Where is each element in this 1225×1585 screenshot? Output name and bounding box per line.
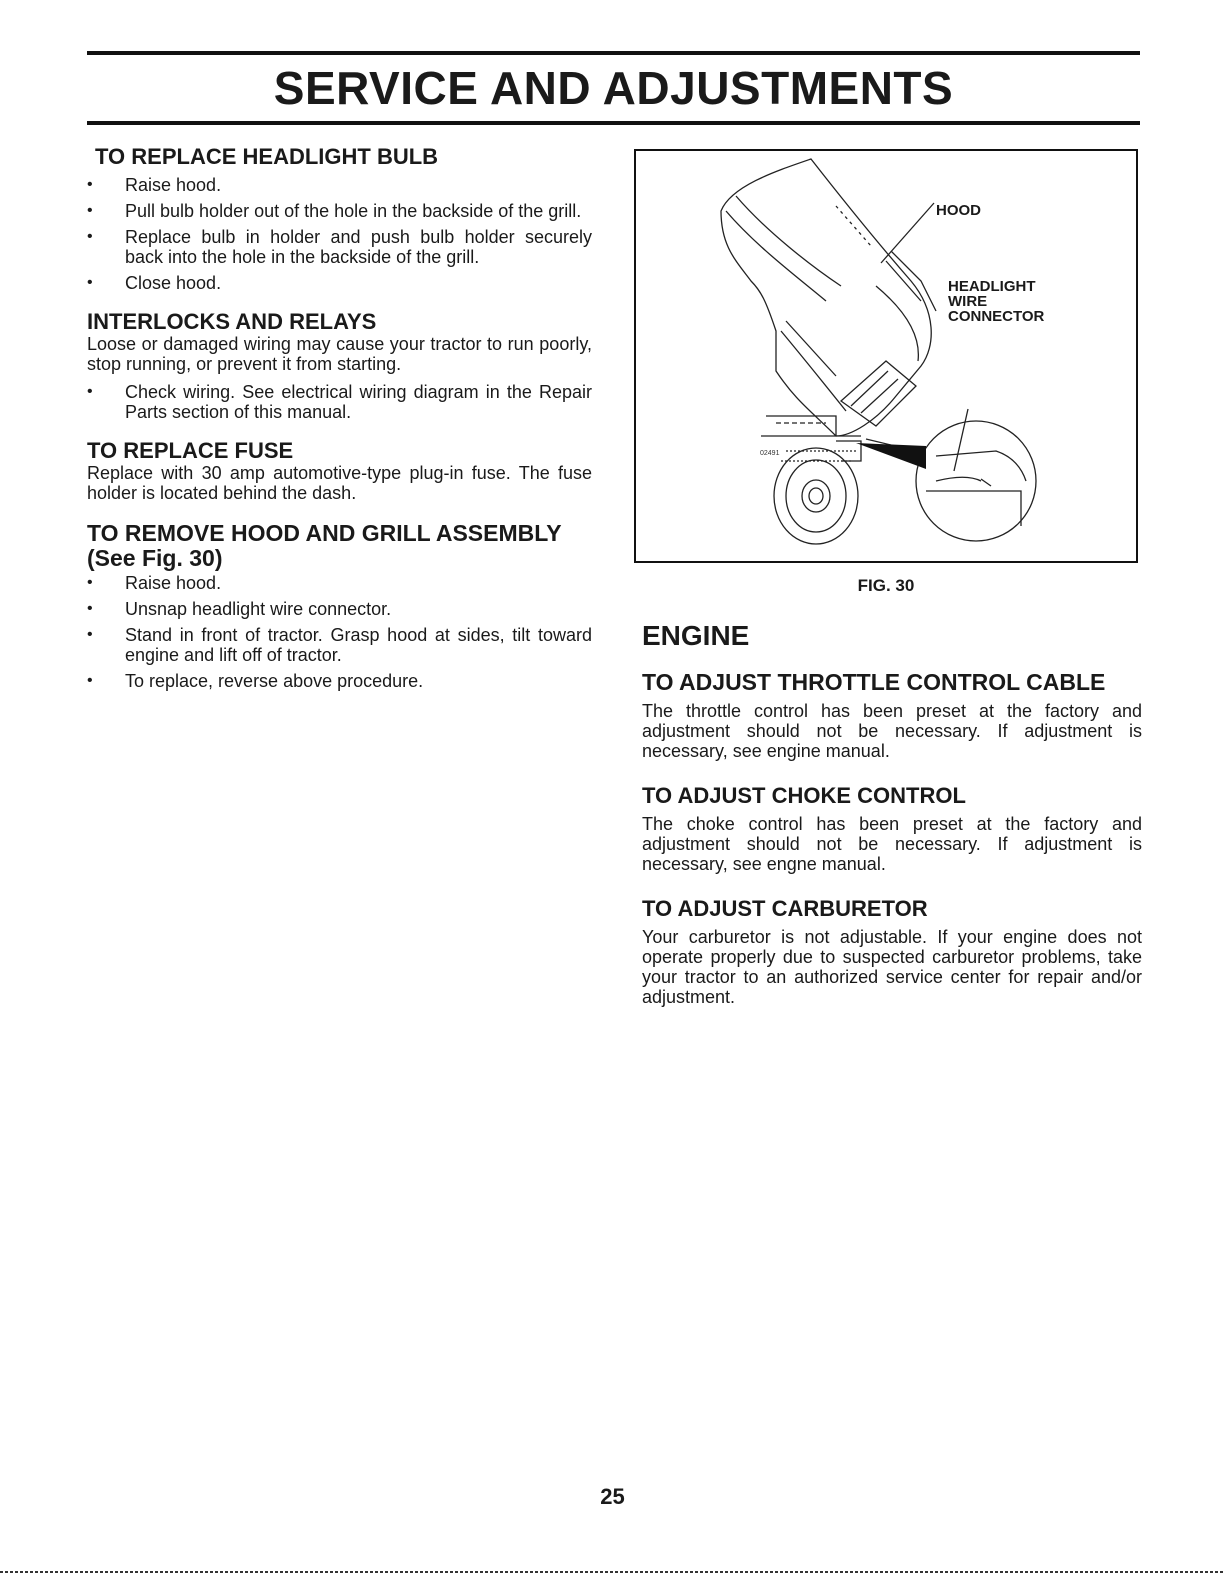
section-replace-fuse <box>87 438 592 503</box>
interlocks-steps <box>87 382 592 422</box>
list-item: • Unsnap headlight wire connector. <box>87 599 592 619</box>
list-item: • Replace bulb in holder and push bulb holder securely back into the hole in the backside of the grill. <box>87 227 592 267</box>
subheading-see-fig: (See Fig. 30) <box>87 545 223 571</box>
interlocks-text: Loose or damaged wiring may cause your tractor to run poorly, stop running, or prevent it from starting. <box>87 334 592 374</box>
heading-throttle: TO ADJUST THROTTLE CONTROL CABLE <box>642 669 1106 695</box>
connector-leader-line <box>954 409 968 471</box>
list-item: • Close hood. <box>87 273 592 293</box>
detail-circle <box>916 421 1036 541</box>
figure-caption: FIG. 30 <box>857 576 915 595</box>
hood-leader-line <box>881 203 934 263</box>
title-underline <box>87 121 1140 125</box>
right-column <box>642 620 1142 1007</box>
heading-replace-fuse: TO REPLACE FUSE <box>87 438 294 463</box>
page-number: 25 <box>600 1484 625 1509</box>
hood-illustration <box>636 151 1136 561</box>
heading-carburetor: TO ADJUST CARBURETOR <box>642 896 928 921</box>
list-item: • Pull bulb holder out of the hole in the backside of the grill. <box>87 201 592 221</box>
section-interlocks <box>87 309 592 422</box>
page-title: SERVICE AND ADJUSTMENTS <box>273 62 954 114</box>
list-item: • Stand in front of tractor. Grasp hood at sides, tilt toward engine and lift off of tractor. <box>87 625 592 665</box>
section-throttle <box>642 670 1142 761</box>
callout-line: HEADLIGHT <box>948 278 1036 295</box>
section-replace-headlight <box>87 144 592 293</box>
list-item: • Raise hood. <box>87 175 592 195</box>
throttle-text: The throttle control has been preset at the factory and adjustment should not be necessary. If adjustment is necessary, see engine manual. <box>642 701 1142 761</box>
section-choke <box>642 783 1142 874</box>
part-code: 02491 <box>760 450 780 457</box>
carburetor-text: Your carburetor is not adjustable. If your engine does not operate properly due to suspected carburetor problems, take your tractor to an authorized service center for repair and/or adjustment. <box>642 927 1142 1007</box>
list-item: • Check wiring. See electrical wiring diagram in the Repair Parts section of this manual. <box>87 382 592 422</box>
hood-steps <box>87 573 592 691</box>
scan-edge <box>0 1571 1225 1573</box>
detail-pointer <box>856 443 926 469</box>
headlight-steps <box>87 175 592 293</box>
fuse-text: Replace with 30 amp automotive-type plug-in fuse. The fuse holder is located behind the dash. <box>87 463 592 503</box>
figure-30 <box>634 149 1138 563</box>
section-remove-hood <box>87 521 592 691</box>
heading-replace-headlight: TO REPLACE HEADLIGHT BULB <box>95 144 439 169</box>
heading-choke: TO ADJUST CHOKE CONTROL <box>642 783 966 808</box>
left-column <box>87 144 592 697</box>
list-item: • Raise hood. <box>87 573 592 593</box>
choke-text: The choke control has been preset at the factory and adjustment should not be necessary. If adjustment is necessary, see engne manual. <box>642 814 1142 874</box>
list-item: • To replace, reverse above procedure. <box>87 671 592 691</box>
heading-engine: ENGINE <box>642 620 750 651</box>
top-rule <box>87 51 1140 55</box>
callout-headlight-wire-connector <box>948 279 1044 324</box>
callout-hood: HOOD <box>936 202 981 219</box>
callout-line: CONNECTOR <box>948 308 1045 325</box>
section-carburetor <box>642 896 1142 1007</box>
heading-interlocks: INTERLOCKS AND RELAYS <box>87 309 377 334</box>
hood-outline <box>721 159 931 436</box>
grill-outline <box>841 361 916 426</box>
heading-remove-hood: TO REMOVE HOOD AND GRILL ASSEMBLY <box>87 520 562 546</box>
callout-line: WIRE <box>948 293 988 310</box>
